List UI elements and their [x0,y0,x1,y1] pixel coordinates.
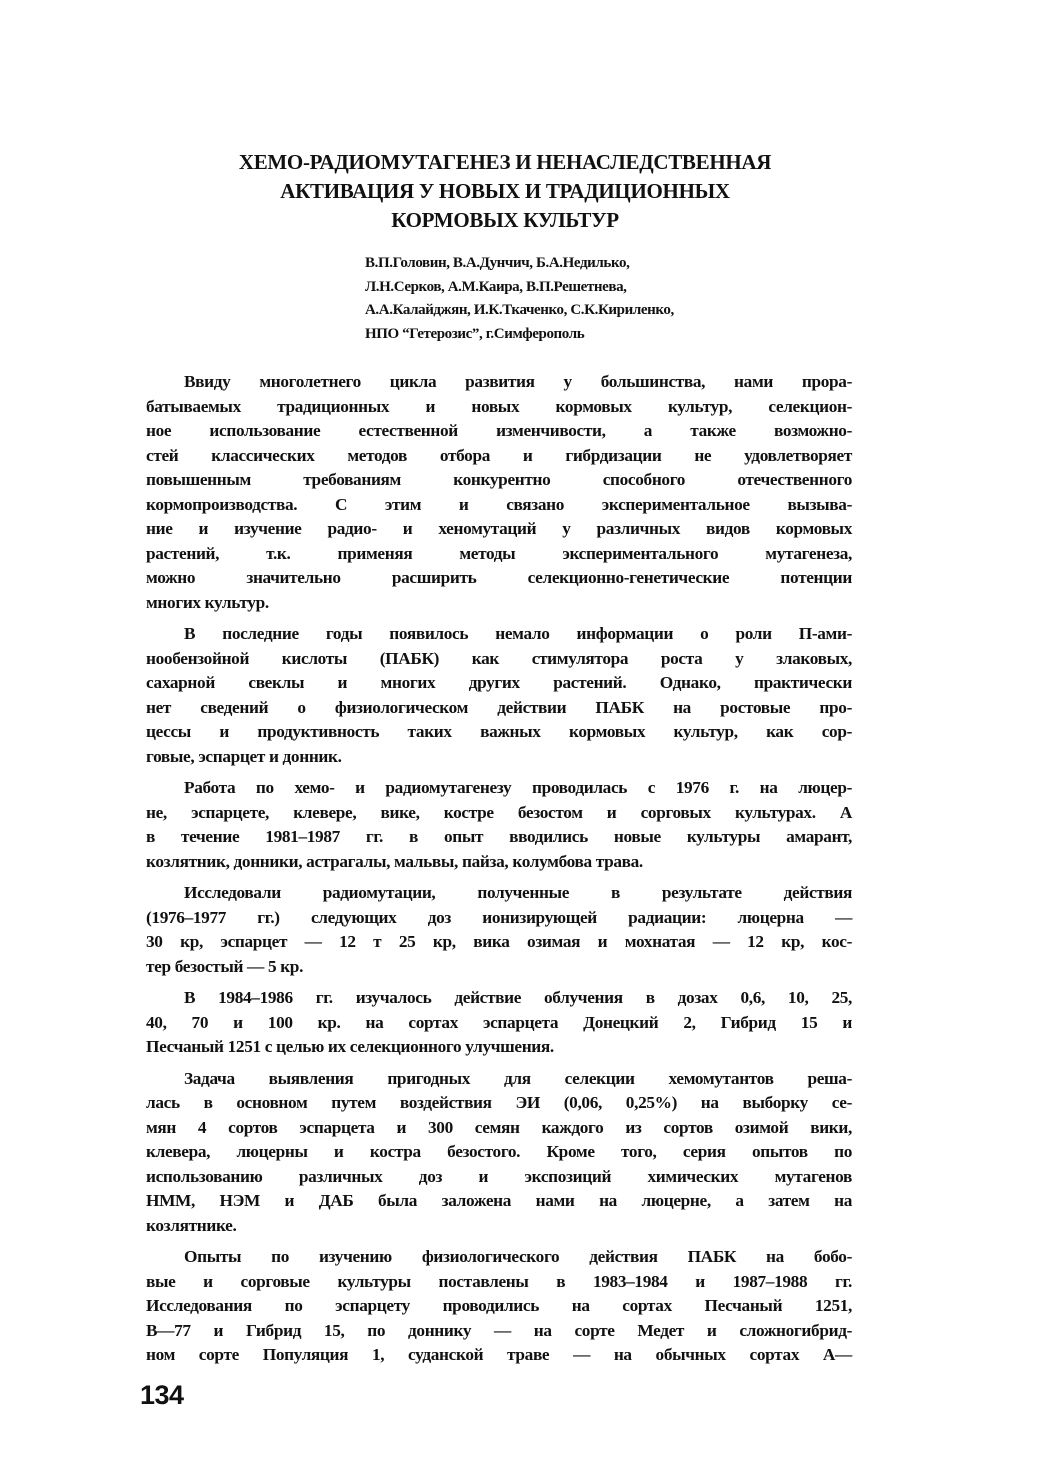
text-line: не, эспарцете, клевере, вике, костре безостом и сорговых культурах. А [146,802,852,822]
text-line: козлятнике. [146,1215,237,1235]
text-line: ном сорте Популяция 1, суданской траве — на обычных сортах А— [146,1345,852,1364]
text-line: говые, эспарцет и донник. [146,746,342,766]
text-line: ное использование естественной изменчивости, а также возможно- [146,421,852,440]
text-line: мян 4 сортов эспарцета и 300 семян каждого из сортов озимой вики, [146,1117,852,1137]
text-line: Исследования по эспарцету проводились на сортах Песчаный 1251, [146,1296,852,1315]
article-title [150,148,860,235]
text-line: использованию различных доз и экспозиций химических мутагенов [146,1166,852,1186]
title-line: АКТИВАЦИЯ У НОВЫХ И ТРАДИЦИОННЫХ [280,179,730,203]
text-line: Исследовали радиомутации, полученные в результате действия [184,883,852,902]
paragraph [146,370,852,615]
text-line: сахарной свеклы и многих других растений. Однако, практически [146,673,852,692]
text-line: Песчаный 1251 с целью их селекционного улучшения. [146,1037,554,1056]
text-line: 30 кр, эспарцет — 12 т 25 кр, вика озимая и мохнатая — 12 кр, кос- [146,932,852,951]
title-line: КОРМОВЫХ КУЛЬТУР [391,208,619,232]
paragraph [146,622,852,769]
text-line: в течение 1981–1987 гг. в опыт вводились новые культуры амарант, [146,827,852,846]
text-line: В 1984–1986 гг. изучалось действие облучения в дозах 0,6, 10, 25, [184,988,852,1007]
page-number: 134 [140,1380,184,1410]
authors-line: В.П.Головин, В.А.Дунчич, Б.А.Недилько, [365,255,630,271]
text-line: нет сведений о физиологическом действии ПАБК на ростовые про- [146,697,852,717]
text-line: Опыты по изучению физиологического действия ПАБК на бобо- [184,1247,852,1266]
text-line: можно значительно расширить селекционно-генетические потенции [146,568,852,587]
paragraph [146,881,852,979]
text-line: кормопроизводства. С этим и связано экспериментальное вызыва- [146,494,852,514]
text-line: ние и изучение радио- и хеномутаций у различных видов кормовых [146,519,852,538]
text-line: растений, т.к. применяя методы экспериментального мутагенеза, [146,543,852,563]
text-line: (1976–1977 гг.) следующих доз ионизирующей радиации: люцерна — [146,907,852,927]
text-line: батываемых традиционных и новых кормовых культур, селекцион- [146,396,852,416]
text-line: козлятник, донники, астрагалы, мальвы, пайза, колумбова трава. [146,851,643,871]
paragraph [146,1245,852,1368]
authors-line: Л.Н.Серков, А.М.Каира, В.П.Решетнева, [365,278,627,295]
text-line: Ввиду многолетнего цикла развития у большинства, нами прора- [184,372,852,391]
text-line: В—77 и Гибрид 15, по доннику — на сорте Медет и сложногибрид- [146,1320,852,1340]
affiliation-line: НПО “Гетерозис”, г.Симферополь [365,325,585,342]
title-line: ХЕМО-РАДИОМУТАГЕНЕЗ И НЕНАСЛЕДСТВЕННАЯ [238,150,772,174]
text-line: повышенным требованиям конкурентно способного отечественного [146,470,852,489]
text-line: 40, 70 и 100 кр. на сортах эспарцета Донецкий 2, Гибрид 15 и [146,1012,852,1032]
text-line: стей классических методов отбора и гибрдизации не удовлетворяет [146,445,852,465]
text-line: Задача выявления пригодных для селекции хемомутантов реша- [184,1068,852,1088]
article-body [146,370,852,1375]
authors-block [365,252,865,346]
text-line: Работа по хемо- и радиомутагенезу проводилась с 1976 г. на люцер- [184,778,852,797]
paragraph [146,986,852,1060]
paragraph [146,776,852,874]
text-line: нообензойной кислоты (ПАБК) как стимулятора роста у злаковых, [146,648,852,668]
text-line: цессы и продуктивность таких важных кормовых культур, как сор- [146,722,852,741]
text-line: лась в основном путем воздействия ЭИ (0,06, 0,25%) на выборку се- [146,1093,852,1112]
authors-line: А.А.Калайджян, И.К.Ткаченко, С.К.Кириленко, [365,302,674,318]
text-line: НММ, НЭМ и ДАБ была заложена нами на люцерне, а затем на [146,1191,852,1210]
paragraph [146,1067,852,1239]
text-line: вые и сорговые культуры поставлены в 1983–1984 и 1987–1988 гг. [146,1271,852,1291]
text-line: тер безостый — 5 кр. [146,956,304,976]
text-line: В последние годы появилось немало информации о роли П-ами- [184,624,852,643]
text-line: клевера, люцерны и костра безостого. Кроме того, серия опытов по [146,1142,852,1161]
text-line: многих культур. [146,592,269,612]
